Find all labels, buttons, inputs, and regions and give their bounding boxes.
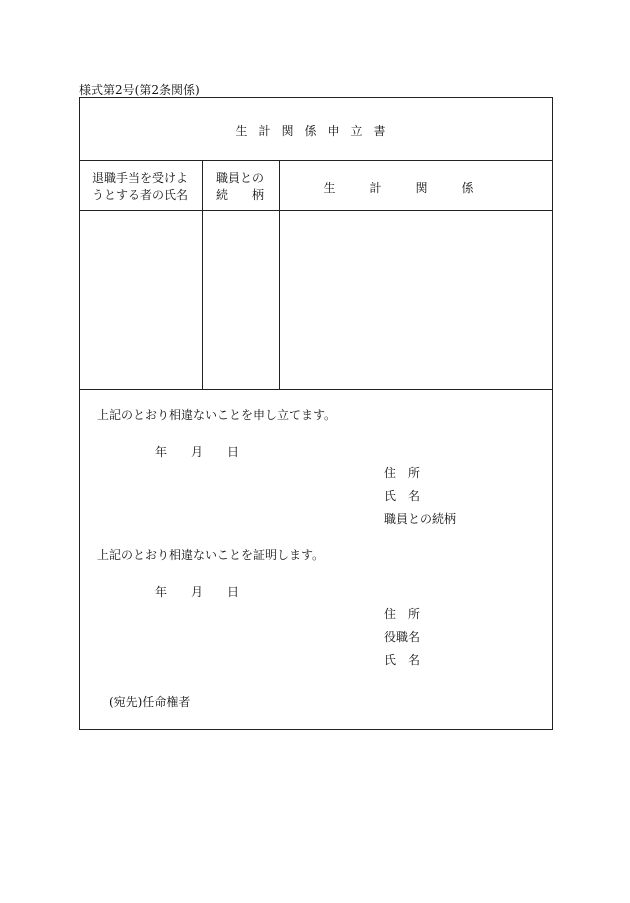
declaration-text: 上記のとおり相違ないことを申し立てます。: [97, 408, 337, 422]
header-applicant-line2: うとする者の氏名: [92, 188, 189, 202]
certification-date-year: 年: [155, 585, 168, 599]
divider-title: [80, 160, 552, 161]
certification-date-day: 日: [227, 585, 240, 599]
certification-position-label: 役職名: [384, 630, 421, 644]
application-form: [79, 97, 553, 730]
declaration-date-day: 日: [227, 445, 240, 459]
certification-address-label: 住 所: [384, 607, 421, 621]
cell-livelihood[interactable]: [280, 211, 552, 389]
declaration-relation-label: 職員との続柄: [384, 512, 457, 526]
header-relation-line1: 職員との: [216, 171, 265, 185]
header-applicant-line1: 退職手当を受けよ: [92, 171, 189, 185]
cell-applicant-name[interactable]: [80, 211, 202, 389]
header-relation: [216, 170, 264, 204]
certification-text: 上記のとおり相違ないことを証明します。: [97, 548, 325, 562]
certification-date-month: 月: [191, 585, 204, 599]
declaration-address-label: 住 所: [384, 466, 421, 480]
form-number: 様式第2号(第2条関係): [79, 83, 200, 97]
declaration-date-year: 年: [155, 445, 168, 459]
addressee: (宛先)任命権者: [109, 695, 191, 709]
header-livelihood: 生計関係: [323, 181, 508, 195]
declaration-name-label: 氏 名: [384, 489, 421, 503]
certification-name-label: 氏 名: [384, 653, 421, 667]
cell-relation[interactable]: [203, 211, 279, 389]
declaration-date-month: 月: [191, 445, 204, 459]
form-title: 生計関係申立書: [235, 124, 397, 138]
header-relation-line2: 続 柄: [216, 188, 265, 202]
header-applicant-name: [92, 170, 188, 204]
divider-table-bottom: [80, 389, 552, 390]
